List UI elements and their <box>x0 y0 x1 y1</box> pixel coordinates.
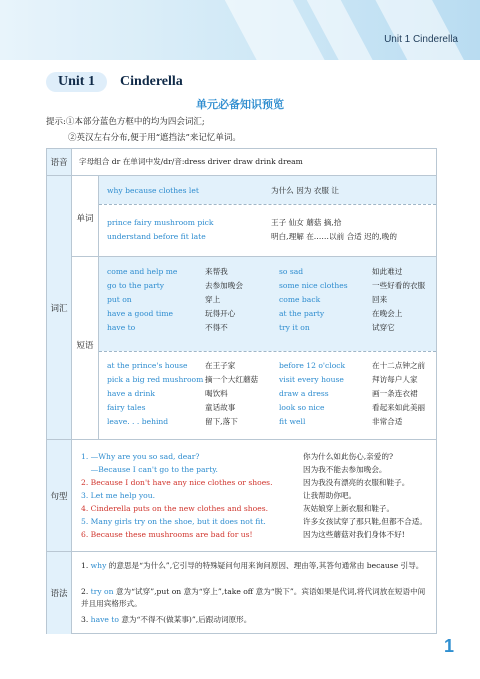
phrase-en: some nice clothes <box>279 281 348 290</box>
word-row-zh: 明白,理解 在……以前 合适 迟的,晚的 <box>271 232 397 241</box>
sentence-en: 5. Many girls try on the shoe, but it does not fit. <box>81 517 266 526</box>
unit-pill: Unit 1 <box>46 72 107 92</box>
phrase-zh: 试穿它 <box>372 323 395 332</box>
phrase-en: so sad <box>279 267 304 276</box>
phrase-en: pick a big red mushroom <box>107 375 204 384</box>
phrase-zh: 在王子家 <box>205 361 236 370</box>
phrase-zh: 穿上 <box>205 295 221 304</box>
phrase-zh: 在晚会上 <box>372 309 403 318</box>
sentence-zh: 你为什么如此伤心,亲爱的? <box>303 452 394 461</box>
words-label-text: 单词 <box>76 214 94 224</box>
page-number: 1 <box>443 636 454 656</box>
sentence-zh: 让我帮助你吧。 <box>303 491 357 500</box>
sentence-en: 4. Cinderella puts on the new clothes and shoes. <box>81 504 269 513</box>
grammar-keyword: try on <box>90 587 114 596</box>
sentence-zh: 灰姑娘穿上新衣服和鞋子。 <box>303 504 395 513</box>
word-row-en: why because clothes let <box>107 186 199 195</box>
header-band <box>0 0 480 60</box>
phrase-en: visit every house <box>279 375 344 384</box>
word-row-zh: 为什么 因为 衣服 让 <box>271 186 339 195</box>
sentences-row <box>47 439 436 552</box>
divider <box>99 351 436 352</box>
phrase-en: come back <box>279 295 321 304</box>
phrase-zh: 回来 <box>372 295 388 304</box>
phrase-en: put on <box>107 295 132 304</box>
word-row-zh: 王子 仙女 蘑菇 摘,拾 <box>271 218 342 227</box>
phrase-zh: 喝饮料 <box>205 389 228 398</box>
sentences-label: 句型 <box>47 440 72 552</box>
words-label <box>72 176 99 256</box>
sentence-en: —Because I can't go to the party. <box>81 465 218 474</box>
header-unit-label: Unit 1 Cinderella <box>384 34 458 45</box>
grammar-text: 意为“试穿”,put on 意为“穿上”,take off 意为“脱下”。宾语如果是代词,将代词放在短语中间并且用宾格形式。 <box>81 587 426 608</box>
phrase-zh: 在十二点钟之前 <box>372 361 426 370</box>
divider <box>99 204 436 205</box>
grammar-point-1 <box>81 560 427 572</box>
grammar-num: 3. <box>81 615 91 624</box>
phrases-label-text: 短语 <box>76 341 94 351</box>
phrase-zh: 玩得开心 <box>205 309 236 318</box>
grammar-text: 意为“不得不(做某事)”,后跟动词原形。 <box>118 615 252 624</box>
phrase-zh: 拜访每户人家 <box>372 375 418 384</box>
phrase-en: before 12 o'clock <box>279 361 346 370</box>
grammar-keyword: why <box>90 561 107 570</box>
sentence-en: 6. Because these mushrooms are bad for us! <box>81 530 253 539</box>
phrases-grid <box>99 256 436 441</box>
phonics-label: 语音 <box>47 149 72 175</box>
phrase-en: fit well <box>279 417 306 426</box>
phrase-zh: 看起来如此美丽 <box>372 403 426 412</box>
unit-title: Cinderella <box>120 74 183 89</box>
phonics-text: 字母组合 dr 在单词中发/dr/音:dress driver draw drink dream <box>79 157 303 166</box>
grammar-point-2 <box>81 586 427 610</box>
grammar-keyword: have to <box>90 615 119 624</box>
phrase-en: have to <box>107 323 136 332</box>
sentence-en: 2. Because I don't have any nice clothes or shoes. <box>81 478 273 487</box>
vocab-label: 词汇 <box>47 176 72 440</box>
word-row-en: understand before fit late <box>107 232 206 241</box>
tip-line-1: 提示:①本部分蓝色方框中的均为四会词汇; <box>46 117 205 127</box>
phrase-zh: 一些好看的衣服 <box>372 281 426 290</box>
grammar-label: 语法 <box>47 552 72 634</box>
phrase-en: at the prince's house <box>107 361 188 370</box>
sentence-zh: 因为我不能去参加晚会。 <box>303 465 387 474</box>
vocab-row <box>47 175 436 440</box>
phrase-zh: 摘一个大红蘑菇 <box>205 375 259 384</box>
words-grid <box>99 176 436 256</box>
grammar-row <box>47 551 436 634</box>
phrase-en: come and help me <box>107 267 178 276</box>
phrase-zh: 来帮我 <box>205 267 228 276</box>
phonics-row <box>47 149 436 175</box>
phrase-en: have a drink <box>107 389 155 398</box>
grammar-point-3 <box>81 614 427 626</box>
phrase-en: go to the party <box>107 281 165 290</box>
phrases-label <box>72 256 99 440</box>
phrase-en: look so nice <box>279 403 325 412</box>
phrase-en: draw a dress <box>279 389 329 398</box>
knowledge-table <box>46 148 437 634</box>
grammar-num: 2. <box>81 587 91 596</box>
phrase-en: fairy tales <box>107 403 146 412</box>
sentence-zh: 因为我没有漂亮的衣服和鞋子。 <box>303 478 410 487</box>
phrase-zh: 童话故事 <box>205 403 236 412</box>
word-row-en: prince fairy mushroom pick <box>107 218 214 227</box>
sentence-en: 3. Let me help you. <box>81 491 156 500</box>
phrase-en: at the party <box>279 309 325 318</box>
phrase-zh: 非常合适 <box>372 417 403 426</box>
sentence-zh: 许多女孩试穿了那只鞋,但都不合适。 <box>303 517 427 526</box>
phrase-en: try it on <box>279 323 310 332</box>
phrase-zh: 不得不 <box>205 323 228 332</box>
grammar-num: 1. <box>81 561 91 570</box>
phrase-zh: 去参加晚会 <box>205 281 243 290</box>
phrase-zh: 画一条连衣裙 <box>372 389 418 398</box>
grammar-text: 的意思是“为什么”,它引导的特殊疑问句用来询问原因、理由等,其答句通常由 because 引导。 <box>106 561 424 570</box>
unit-heading <box>46 70 183 94</box>
sentence-zh: 因为这些蘑菇对我们身体不好! <box>303 530 405 539</box>
phrase-zh: 留下,落下 <box>205 417 238 426</box>
tip-line-2: ②英汉左右分布,便于用“遮挡法”来记忆单词。 <box>68 133 241 143</box>
phrase-en: leave. . . behind <box>107 417 169 426</box>
phrase-zh: 如此难过 <box>372 267 403 276</box>
sentence-en: 1. —Why are you so sad, dear? <box>81 452 200 461</box>
phrase-en: have a good time <box>107 309 174 318</box>
section-title: 单元必备知识预览 <box>196 98 284 111</box>
